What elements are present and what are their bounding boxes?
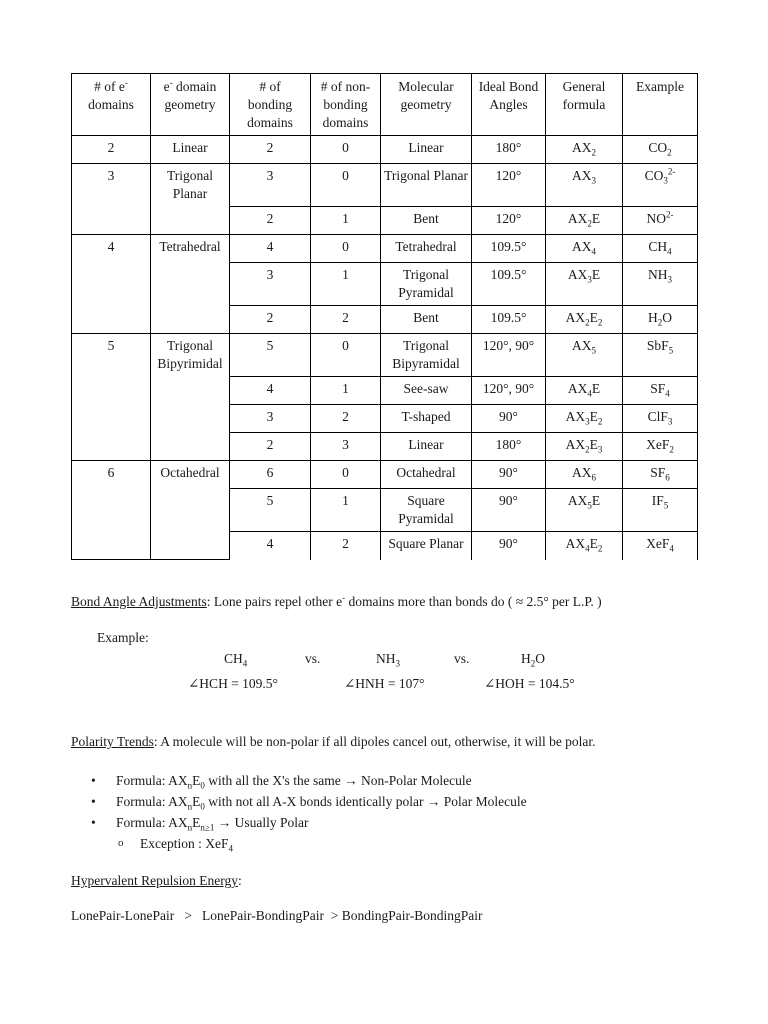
polarity-line (71, 733, 596, 751)
bond-angle-heading: Bond Angle Adjustments (71, 594, 207, 609)
cell-e-domains: 5 (72, 334, 151, 461)
cell-molecular-geometry: Bent (381, 306, 472, 334)
header-e-domains: # of e- domains (72, 74, 151, 136)
cell-bonding-domains: 5 (230, 489, 311, 532)
cell-bond-angle: 109.5° (472, 235, 546, 263)
cell-e-domains: 6 (72, 461, 151, 560)
cell-nonbonding-domains: 2 (311, 532, 381, 560)
cell-example: SbF$_5$ (623, 334, 698, 377)
repulsion-order: LonePair-LonePair > LonePair-BondingPair > BondingPair-BondingPair (71, 908, 483, 923)
cell-bond-angle: 90° (472, 532, 546, 560)
cell-example: $NH_3$ (623, 263, 698, 306)
table-row (72, 334, 698, 377)
cell-e-domain-geometry: Linear (151, 136, 230, 164)
cell-general-formula: $AX_4E$ (546, 377, 623, 405)
table-row (72, 461, 698, 489)
cell-example: $H_2O$ (623, 306, 698, 334)
cell-bonding-domains: 2 (230, 136, 311, 164)
cell-bonding-domains: 4 (230, 377, 311, 405)
molecule-ch4: $CH_4$ (224, 651, 248, 669)
bullet-icon: • (91, 773, 96, 788)
cell-example: ClF$_3$ (623, 405, 698, 433)
header-example: Example (623, 74, 698, 136)
cell-general-formula: $AX_2$ (546, 136, 623, 164)
cell-nonbonding-domains: 0 (311, 136, 381, 164)
cell-bonding-domains: 3 (230, 405, 311, 433)
cell-general-formula: $AX_2E_3$ (546, 433, 623, 461)
angle-hnh: ∠HNH = 107° (344, 676, 425, 691)
table-row (72, 164, 698, 207)
list-item: • Formula: $AX_nE_0$ with all the X's the same → Non-Polar Molecule (71, 770, 711, 791)
cell-bond-angle: 120°, 90° (472, 334, 546, 377)
cell-example: XeF$_2$ (623, 433, 698, 461)
cell-bonding-domains: 4 (230, 235, 311, 263)
cell-bond-angle: 90° (472, 489, 546, 532)
cell-example: $NO^{2-}$ (623, 207, 698, 235)
cell-nonbonding-domains: 3 (311, 433, 381, 461)
header-ideal-bond-angles: Ideal Bond Angles (472, 74, 546, 136)
cell-general-formula: $AX_5$ (546, 334, 623, 377)
cell-nonbonding-domains: 2 (311, 405, 381, 433)
cell-general-formula: $AX_3$ (546, 164, 623, 207)
header-molecular-geometry: Molecular geometry (381, 74, 472, 136)
header-e-domain-geometry: e- domain geometry (151, 74, 230, 136)
cell-molecular-geometry: Octahedral (381, 461, 472, 489)
cell-general-formula: $AX_4$ (546, 235, 623, 263)
cell-molecular-geometry: Linear (381, 136, 472, 164)
cell-bond-angle: 120° (472, 164, 546, 207)
cell-molecular-geometry: Trigonal Pyramidal (381, 263, 472, 306)
cell-nonbonding-domains: 1 (311, 489, 381, 532)
cell-bond-angle: 120°, 90° (472, 377, 546, 405)
table-header-row (72, 74, 698, 136)
cell-nonbonding-domains: 0 (311, 334, 381, 377)
table-row (72, 136, 698, 164)
cell-bond-angle: 180° (472, 433, 546, 461)
example-label: Example: (97, 630, 149, 645)
cell-molecular-geometry: Tetrahedral (381, 235, 472, 263)
cell-e-domain-geometry: Trigonal Planar (151, 164, 230, 235)
cell-general-formula: $AX_3E_2$ (546, 405, 623, 433)
cell-nonbonding-domains: 0 (311, 164, 381, 207)
vsepr-table (71, 73, 698, 560)
cell-molecular-geometry: Bent (381, 207, 472, 235)
cell-bond-angle: 109.5° (472, 306, 546, 334)
cell-molecular-geometry: See-saw (381, 377, 472, 405)
molecule-h2o: $H_2O$ (521, 651, 545, 669)
cell-example: $SF_4$ (623, 377, 698, 405)
cell-nonbonding-domains: 1 (311, 263, 381, 306)
list-item: • Formula: $AX_nE_{n\ge 1}$ → Usually Polar (71, 812, 711, 833)
cell-general-formula: $AX_3E$ (546, 263, 623, 306)
bullet-icon: • (91, 794, 96, 809)
cell-bonding-domains: 3 (230, 263, 311, 306)
header-bonding-domains: # of bonding domains (230, 74, 311, 136)
cell-bond-angle: 109.5° (472, 263, 546, 306)
cell-example: $IF_5$ (623, 489, 698, 532)
cell-example: XeF$_4$ (623, 532, 698, 560)
cell-molecular-geometry: T-shaped (381, 405, 472, 433)
repulsion-line: Hypervalent Repulsion Energy: (71, 873, 242, 888)
cell-example: $CO_2$ (623, 136, 698, 164)
angle-hch: ∠HCH = 109.5° (188, 676, 278, 691)
bullet-icon: • (91, 815, 96, 830)
cell-molecular-geometry: Square Planar (381, 532, 472, 560)
cell-nonbonding-domains: 2 (311, 306, 381, 334)
cell-e-domains: 4 (72, 235, 151, 334)
cell-nonbonding-domains: 1 (311, 377, 381, 405)
polarity-rules-list (71, 770, 711, 854)
bond-angle-text: : Lone pairs repel other e- domains more than bonds do ( ≈ 2.5° per L.P. ) (206, 592, 602, 609)
cell-bond-angle: 180° (472, 136, 546, 164)
list-item: • Formula: $AX_nE_0$ with not all A-X bonds identically polar → Polar Molecule (71, 791, 711, 812)
cell-e-domains: 3 (72, 164, 151, 235)
table-body (72, 136, 698, 560)
bond-angle-line (71, 593, 602, 611)
cell-general-formula: $AX_6$ (546, 461, 623, 489)
cell-e-domains: 2 (72, 136, 151, 164)
header-general-formula: General formula (546, 74, 623, 136)
circle-bullet-icon: o (118, 837, 124, 849)
cell-bonding-domains: 2 (230, 306, 311, 334)
cell-bonding-domains: 2 (230, 433, 311, 461)
cell-example: $CO_3^{2-}$ (623, 164, 698, 207)
angle-hoh: ∠HOH = 104.5° (484, 676, 575, 691)
table-row (72, 235, 698, 263)
cell-molecular-geometry: Linear (381, 433, 472, 461)
cell-example: $CH_4$ (623, 235, 698, 263)
header-nonbonding-domains: # of non- bonding domains (311, 74, 381, 136)
cell-molecular-geometry: Trigonal Planar (381, 164, 472, 207)
cell-bonding-domains: 6 (230, 461, 311, 489)
cell-example: $SF_6$ (623, 461, 698, 489)
cell-bonding-domains: 2 (230, 207, 311, 235)
vs-label-1: vs. (305, 651, 321, 666)
cell-general-formula: $AX_5E$ (546, 489, 623, 532)
cell-bond-angle: 90° (472, 405, 546, 433)
cell-bond-angle: 90° (472, 461, 546, 489)
cell-bonding-domains: 4 (230, 532, 311, 560)
cell-molecular-geometry: Trigonal Bipyramidal (381, 334, 472, 377)
cell-general-formula: $AX_4E_2$ (546, 532, 623, 560)
cell-nonbonding-domains: 0 (311, 461, 381, 489)
vs-label-2: vs. (454, 651, 470, 666)
cell-nonbonding-domains: 1 (311, 207, 381, 235)
cell-bond-angle: 120° (472, 207, 546, 235)
cell-nonbonding-domains: 0 (311, 235, 381, 263)
list-subitem: o Exception : XeF$_4$ (71, 833, 711, 854)
repulsion-heading: Hypervalent Repulsion Energy (71, 873, 238, 888)
molecule-nh3: $NH_3$ (376, 651, 400, 669)
cell-e-domain-geometry: Tetrahedral (151, 235, 230, 334)
cell-bonding-domains: 5 (230, 334, 311, 377)
cell-general-formula: $AX_2E$ (546, 207, 623, 235)
polarity-text: : A molecule will be non-polar if all dipoles cancel out, otherwise, it will be polar. (153, 734, 596, 749)
cell-e-domain-geometry: Octahedral (151, 461, 230, 560)
cell-molecular-geometry: Square Pyramidal (381, 489, 472, 532)
polarity-heading: Polarity Trends (71, 734, 154, 749)
cell-e-domain-geometry: Trigonal Bipyrimidal (151, 334, 230, 461)
cell-general-formula: $AX_2E_2$ (546, 306, 623, 334)
cell-bonding-domains: 3 (230, 164, 311, 207)
